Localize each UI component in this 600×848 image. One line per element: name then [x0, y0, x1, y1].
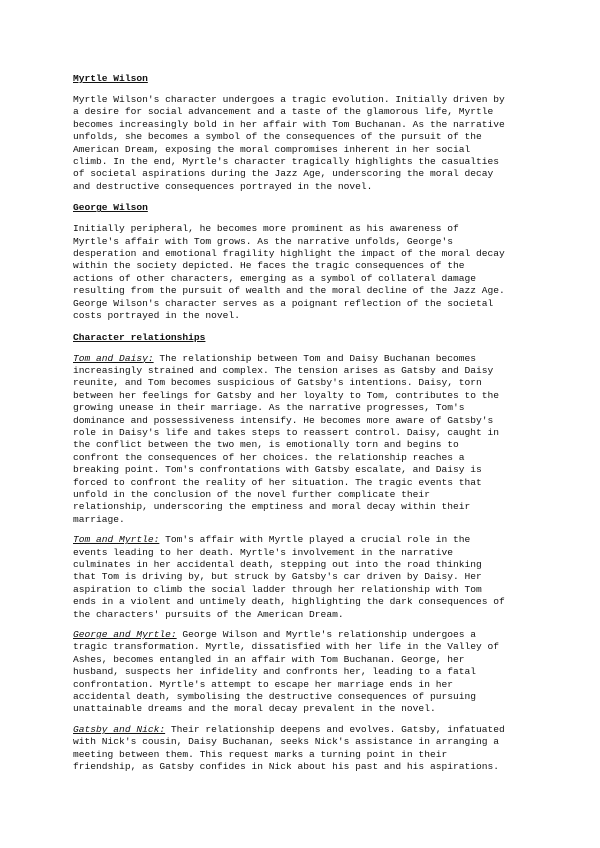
text-line	[73, 691, 533, 703]
text-line	[73, 703, 533, 715]
line-text: Initially peripheral, he becomes more prominent as his awareness of	[73, 223, 459, 235]
line-text: breaking point. Tom's confrontations with Gatsby escalate, and Daisy is	[73, 464, 482, 476]
paragraph	[73, 353, 533, 527]
text-line	[73, 119, 533, 131]
line-text: American Dream, exposing the moral compromises inherent in her social	[73, 143, 471, 155]
text-line	[73, 547, 533, 559]
text-line	[73, 168, 533, 180]
text-line	[73, 679, 533, 691]
line-text: reunite, and Tom becomes suspicious of Gatsby's intentions. Daisy, torn	[73, 377, 482, 389]
line-text: culminates in her accidental death, stepping out into the road thinking	[73, 559, 482, 570]
text-line	[73, 439, 533, 451]
line-text: aspiration to climb the social ladder through her relationship with Tom	[73, 583, 482, 595]
text-line	[73, 106, 533, 118]
paragraph	[73, 629, 533, 716]
text-line	[73, 248, 533, 260]
text-line	[73, 310, 533, 322]
line-text: and destructive consequences portrayed in the novel.	[73, 180, 373, 192]
line-text: events leading to her death. Myrtle's involvement in the narrative	[73, 546, 453, 558]
text-line	[73, 596, 533, 608]
text-line	[73, 298, 533, 310]
line-text: role in Daisy's life and takes steps to reassert control. Daisy, caught in	[73, 426, 500, 438]
text-line	[73, 584, 533, 596]
text-line	[73, 156, 533, 168]
line-text: the characters' pursuits of the American Dream.	[73, 608, 344, 620]
text-line	[73, 285, 533, 297]
relationship-lead: Gatsby and Nick:	[73, 723, 166, 735]
text-line	[73, 559, 533, 571]
line-text: that Tom is driving by, but struck by Gatsby's car driven by Daisy. Her	[73, 571, 482, 583]
text-line	[73, 609, 533, 621]
text-line	[73, 464, 533, 476]
paragraph	[73, 223, 533, 322]
relationship-lead: Tom and Daisy:	[73, 352, 154, 364]
text-line	[73, 724, 533, 736]
text-line	[73, 377, 533, 389]
document-section	[73, 201, 533, 322]
text-line	[73, 181, 533, 193]
text-line	[73, 131, 533, 143]
text-line	[73, 452, 533, 464]
line-text: marriage.	[73, 513, 125, 525]
line-text: George Wilson's character serves as a poignant reflection of the societal	[73, 297, 494, 309]
section-heading: Myrtle Wilson	[73, 73, 148, 84]
text-line	[73, 273, 533, 285]
text-line	[73, 236, 533, 248]
line-text: growing unease in their marriage. As the narrative progresses, Tom's	[73, 402, 465, 414]
line-text: increasingly strained and complex. The tension arises as Gatsby and Daisy	[73, 364, 494, 376]
line-text: relationship, underscoring the emptiness and moral decay within their	[73, 501, 471, 513]
line-text: accidental death, symbolising the destructive consequences of pursuing	[73, 691, 477, 703]
text-line	[73, 749, 533, 761]
line-text: confrontation. Myrtle's attempt to escape her marriage ends in her	[73, 678, 453, 690]
text-line	[73, 365, 533, 377]
paragraph	[73, 534, 533, 621]
text-line	[73, 144, 533, 156]
text-line	[73, 402, 533, 414]
text-line	[73, 353, 533, 365]
line-text: becomes increasingly bold in her affair with Tom Buchanan. As the narrative	[73, 118, 505, 130]
paragraph	[73, 724, 533, 774]
text-line	[73, 427, 533, 439]
section-heading: Character relationships	[73, 331, 206, 343]
paragraph	[73, 94, 533, 193]
text-line	[73, 534, 533, 546]
line-text: meeting between them. This request marks a turning point in their	[73, 748, 448, 760]
line-text: The relationship between Tom and Daisy Buchanan becomes	[153, 352, 477, 364]
line-text: Ashes, becomes entangled in an affair with Tom Buchanan. George, her	[73, 653, 465, 665]
line-text: unfolds, she becomes a symbol of the consequences of the pursuit of the	[73, 131, 482, 143]
text-line	[73, 477, 533, 489]
text-line	[73, 666, 533, 678]
text-line	[73, 390, 533, 402]
line-text: the conflict between the two men, is emotionally torn and begins to	[73, 439, 459, 451]
text-line	[73, 514, 533, 526]
line-text: within the society depicted. He faces the tragic consequences of the	[73, 260, 465, 272]
line-text: Their relationship deepens and evolves. Gatsby, infatuated	[165, 723, 505, 735]
line-text: George Wilson and Myrtle's relationship undergoes a	[176, 629, 477, 641]
text-line	[73, 94, 533, 106]
line-text: friendship, as Gatsby confides in Nick about his past and his aspirations.	[73, 761, 500, 773]
text-line	[73, 501, 533, 513]
line-text: between her feelings for Gatsby and her loyalty to Tom, contributes to the	[73, 389, 500, 401]
document-section	[73, 72, 533, 193]
line-text: ends in a violent and untimely death, highlighting the dark consequences of	[73, 596, 505, 608]
line-text: a desire for social advancement and a taste of the glamorous life, Myrtle	[73, 106, 494, 118]
line-text: costs portrayed in the novel.	[73, 310, 240, 322]
text-line	[73, 654, 533, 666]
line-text: climb. In the end, Myrtle's character tragically highlights the casualties	[73, 156, 500, 168]
document-page	[73, 72, 533, 782]
text-line	[73, 260, 533, 272]
line-text: resulting from the pursuit of wealth and the moral decline of the Jazz Age.	[73, 285, 505, 297]
relationship-lead: George and Myrtle:	[73, 629, 177, 641]
line-text: tragic transformation. Myrtle, dissatisfied with her life in the Valley of	[73, 641, 500, 653]
line-text: unfold in the conclusion of the novel further complicate their	[73, 488, 430, 500]
line-text: desperation and emotional fragility highlight the impact of the moral decay	[73, 248, 505, 260]
text-line	[73, 223, 533, 235]
line-text: with Nick's cousin, Daisy Buchanan, seeks Nick's assistance in arranging a	[73, 736, 500, 748]
line-text: dominance and possessiveness intensify. He becomes more aware of Gatsby's	[73, 414, 494, 426]
line-text: of societal aspirations during the Jazz Age, underscoring the moral decay	[73, 168, 494, 180]
line-text: confront the consequences of her choices. the relationship reaches a	[73, 451, 465, 463]
relationship-lead: Tom and Myrtle:	[73, 534, 160, 546]
line-text: Myrtle's affair with Tom grows. As the narrative unfolds, George's	[73, 235, 453, 247]
section-heading: George Wilson	[73, 202, 148, 214]
line-text: forced to confront the reality of her situation. The tragic events that	[73, 476, 482, 488]
document-section	[73, 331, 533, 774]
line-text: unattainable dreams and the moral decay prevalent in the novel.	[73, 703, 436, 715]
text-line	[73, 489, 533, 501]
text-line	[73, 761, 533, 773]
text-line	[73, 571, 533, 583]
line-text: actions of other characters, emerging as a symbol of collateral damage	[73, 272, 477, 284]
line-text: husband, suspects her infidelity and confronts her, leading to a fatal	[73, 666, 477, 678]
text-line	[73, 415, 533, 427]
line-text: Myrtle Wilson's character undergoes a tragic evolution. Initially driven by	[73, 94, 505, 105]
document-body	[73, 72, 533, 774]
text-line	[73, 629, 533, 641]
line-text: Tom's affair with Myrtle played a crucial role in the	[159, 534, 471, 546]
text-line	[73, 641, 533, 653]
text-line	[73, 736, 533, 748]
